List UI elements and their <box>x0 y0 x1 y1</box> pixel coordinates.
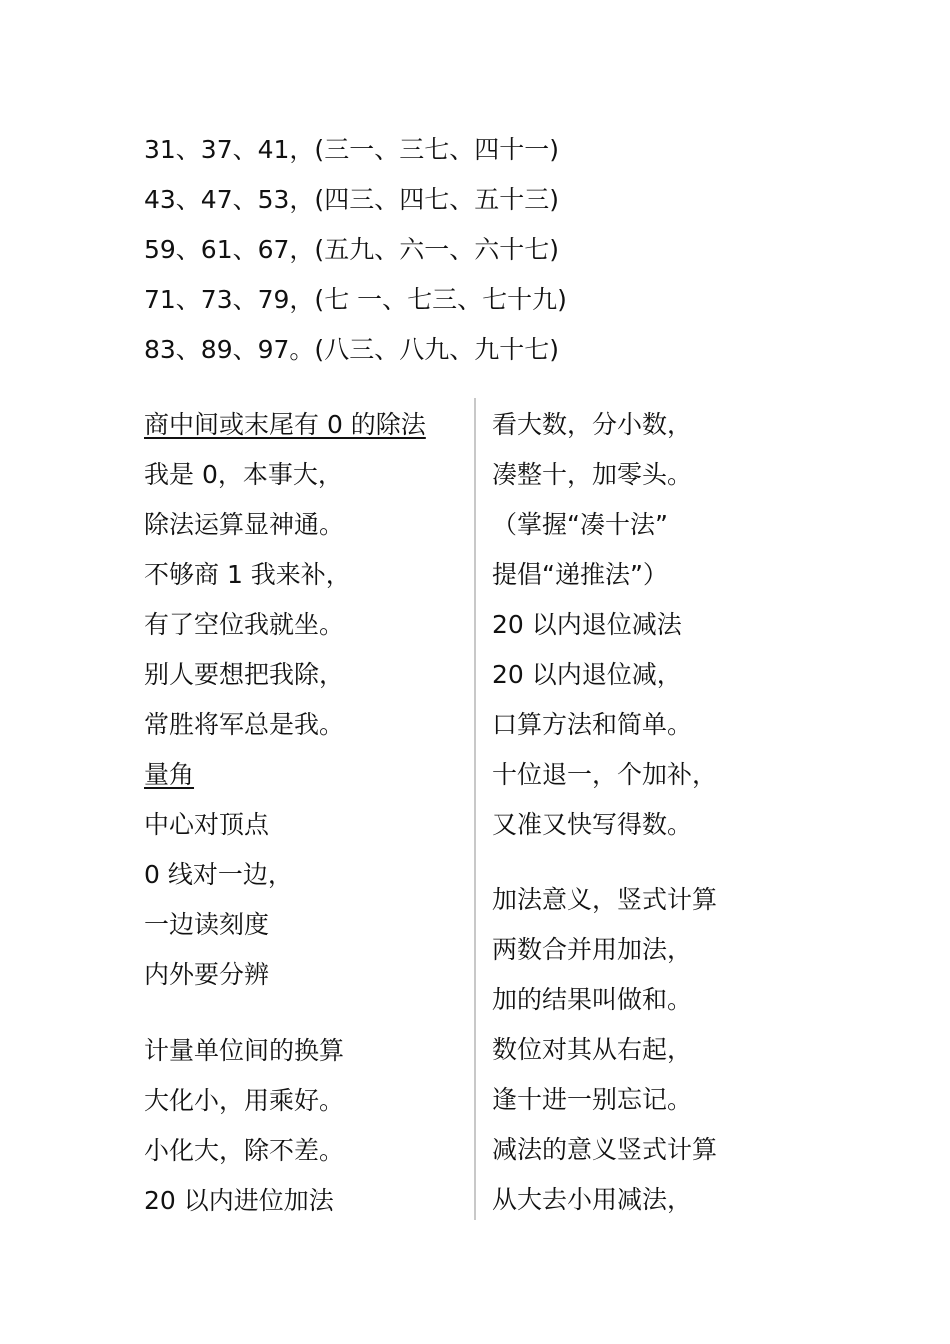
verse-line: 内外要分辨 <box>144 960 270 989</box>
verse-line: 加的结果叫做和。 <box>492 985 693 1014</box>
verse-line: 大化小，用乘好。 <box>144 1086 345 1115</box>
verse-line: 从大去小用减法， <box>492 1185 693 1214</box>
verse-line: 口算方法和简单。 <box>492 710 693 739</box>
verse-line: 数位对其从右起， <box>492 1035 693 1064</box>
prime-line: 59、61、67，(五九、六一、六十七) <box>144 235 559 264</box>
section-title-division-zero: 商中间或末尾有 0 的除法 <box>144 410 426 439</box>
prime-line: 83、89、97。(八三、八九、九十七) <box>144 335 559 364</box>
verse-line: 看大数，分小数， <box>492 410 693 439</box>
verse-line: 一边读刻度 <box>144 910 270 939</box>
verse-line: 中心对顶点 <box>144 810 270 839</box>
verse-line: 又准又快写得数。 <box>492 810 693 839</box>
verse-line: 别人要想把我除， <box>144 660 345 689</box>
verse-line: 0 线对一边， <box>144 860 293 889</box>
section-title-measure-angle: 量角 <box>144 760 195 789</box>
verse-line: 减法的意义竖式计算 <box>492 1135 718 1164</box>
prime-line: 43、47、53，(四三、四七、五十三) <box>144 185 559 214</box>
verse-line: 两数合并用加法， <box>492 935 693 964</box>
verse-line: 不够商 1 我来补， <box>144 560 351 589</box>
verse-line: 常胜将军总是我。 <box>144 710 345 739</box>
verse-line: （掌握“凑十法” <box>492 510 668 539</box>
column-divider <box>474 398 476 1220</box>
verse-line: 除法运算显神通。 <box>144 510 345 539</box>
verse-line: 逢十进一别忘记。 <box>492 1085 693 1114</box>
verse-line: 有了空位我就坐。 <box>144 610 345 639</box>
verse-line: 我是 0，本事大， <box>144 460 343 489</box>
verse-line: 十位退一，个加补， <box>492 760 718 789</box>
prime-number-lines <box>144 125 567 375</box>
verse-line: 20 以内进位加法 <box>144 1186 334 1215</box>
verse-line: 小化大，除不差。 <box>144 1136 345 1165</box>
verse-line: 20 以内退位减， <box>492 660 682 689</box>
verse-line: 提倡“递推法”） <box>492 560 668 589</box>
verse-line: 凑整十，加零头。 <box>492 460 693 489</box>
prime-line: 31、37、41，(三一、三七、四十一) <box>144 135 559 164</box>
prime-line: 71、73、79，(七 一、七三、七十九) <box>144 285 567 314</box>
verse-line: 20 以内退位减法 <box>492 610 682 639</box>
left-column <box>144 400 426 1226</box>
verse-line: 加法意义，竖式计算 <box>492 885 718 914</box>
right-column <box>492 400 717 1225</box>
section-title-unit-conversion: 计量单位间的换算 <box>144 1036 345 1065</box>
